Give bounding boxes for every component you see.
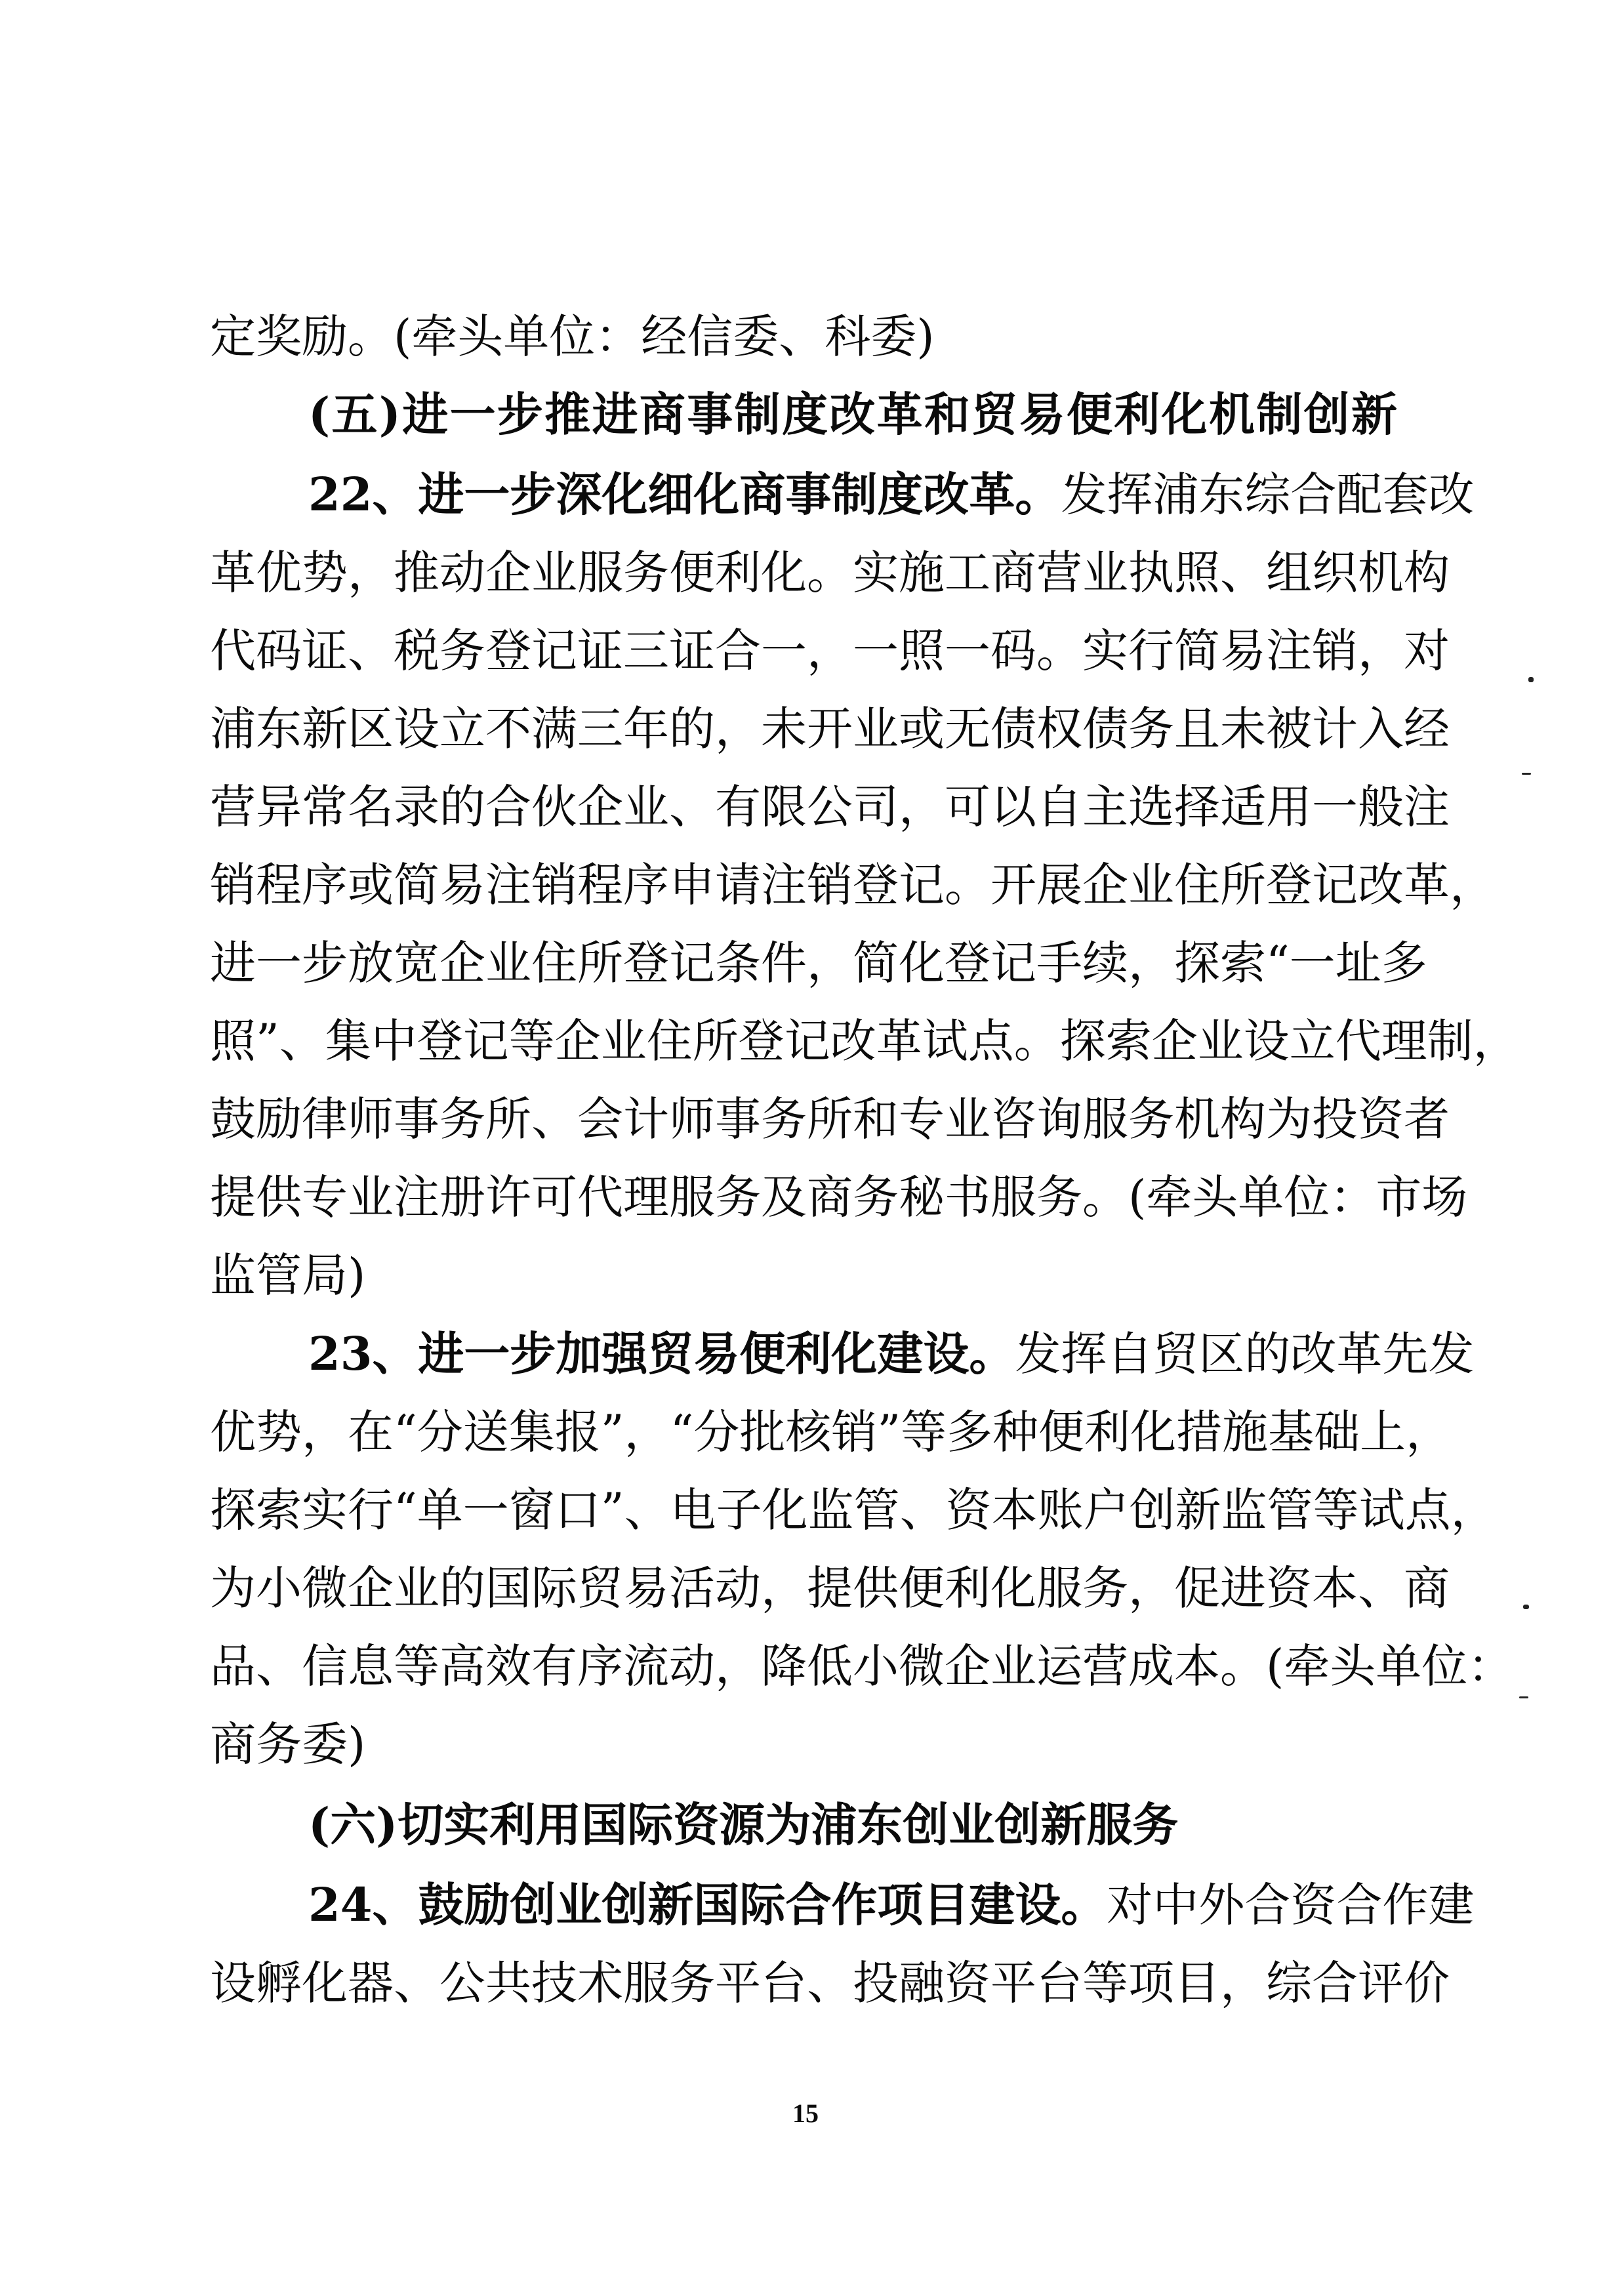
paragraph-line: 商务委)	[210, 1717, 366, 1771]
section-heading-6: (六)切实利用国际资源为浦东创业创新服务	[308, 1797, 1179, 1852]
item-23-title: 23、进一步加强贸易便利化建设。	[308, 1326, 1015, 1381]
item-23-text: 发挥自贸区的改革先发	[1015, 1327, 1475, 1381]
paragraph-line: 定奖励。(牵头单位：经信委、科委)	[210, 310, 935, 363]
paragraph-line: 鼓励律师事务所、会计师事务所和专业咨询服务机构为投资者	[210, 1092, 1450, 1146]
item-22-text: 发挥浦东综合配套改	[1061, 468, 1475, 522]
item-22-line	[308, 455, 1475, 534]
item-23-line	[308, 1315, 1475, 1393]
scan-speck	[1519, 1696, 1528, 1698]
paragraph-line: 销程序或简易注销程序申请注销登记。开展企业住所登记改革，	[210, 858, 1496, 912]
page-number: 15	[792, 2099, 819, 2128]
paragraph-line: 革优势，推动企业服务便利化。实施工商营业执照、组织机构	[210, 546, 1450, 600]
paragraph-line: 代码证、税务登记证三证合一，一照一码。实行简易注销，对	[210, 624, 1450, 678]
section-heading-5: (五)进一步推进商事制度改革和贸易便利化机制创新	[308, 387, 1397, 441]
item-22-title: 22、进一步深化细化商事制度改革。	[308, 467, 1061, 522]
paragraph-line: 浦东新区设立不满三年的，未开业或无债权债务且未被计入经	[210, 702, 1450, 756]
paragraph-line: 营异常名录的合伙企业、有限公司，可以自主选择适用一般注	[210, 780, 1450, 834]
paragraph-line: 探索实行“单一窗口”、电子化监管、资本账户创新监管等试点，	[210, 1483, 1497, 1537]
paragraph-line: 进一步放宽企业住所登记条件，简化登记手续，探索“一址多	[210, 936, 1427, 990]
scan-speck	[1522, 773, 1531, 775]
paragraph-line: 监管局)	[210, 1248, 366, 1302]
item-24-text: 对中外合资合作建	[1107, 1878, 1475, 1932]
paragraph-line: 提供专业注册许可代理服务及商务秘书服务。(牵头单位：市场	[210, 1170, 1468, 1224]
item-24-line	[308, 1866, 1475, 1944]
paragraph-line: 设孵化器、公共技术服务平台、投融资平台等项目，综合评价	[210, 1956, 1450, 2010]
scan-speck	[1523, 1605, 1529, 1609]
paragraph-line: 品、信息等高效有序流动，降低小微企业运营成本。(牵头单位：	[210, 1639, 1514, 1693]
scan-speck	[1528, 677, 1534, 682]
paragraph-line: 优势，在“分送集报”，“分批核销”等多种便利化措施基础上，	[210, 1405, 1452, 1459]
paragraph-line: 为小微企业的国际贸易活动，提供便利化服务，促进资本、商	[210, 1561, 1450, 1615]
item-24-title: 24、鼓励创业创新国际合作项目建设。	[308, 1877, 1107, 1932]
paragraph-line: 照”、集中登记等企业住所登记改革试点。探索企业设立代理制，	[210, 1014, 1519, 1068]
